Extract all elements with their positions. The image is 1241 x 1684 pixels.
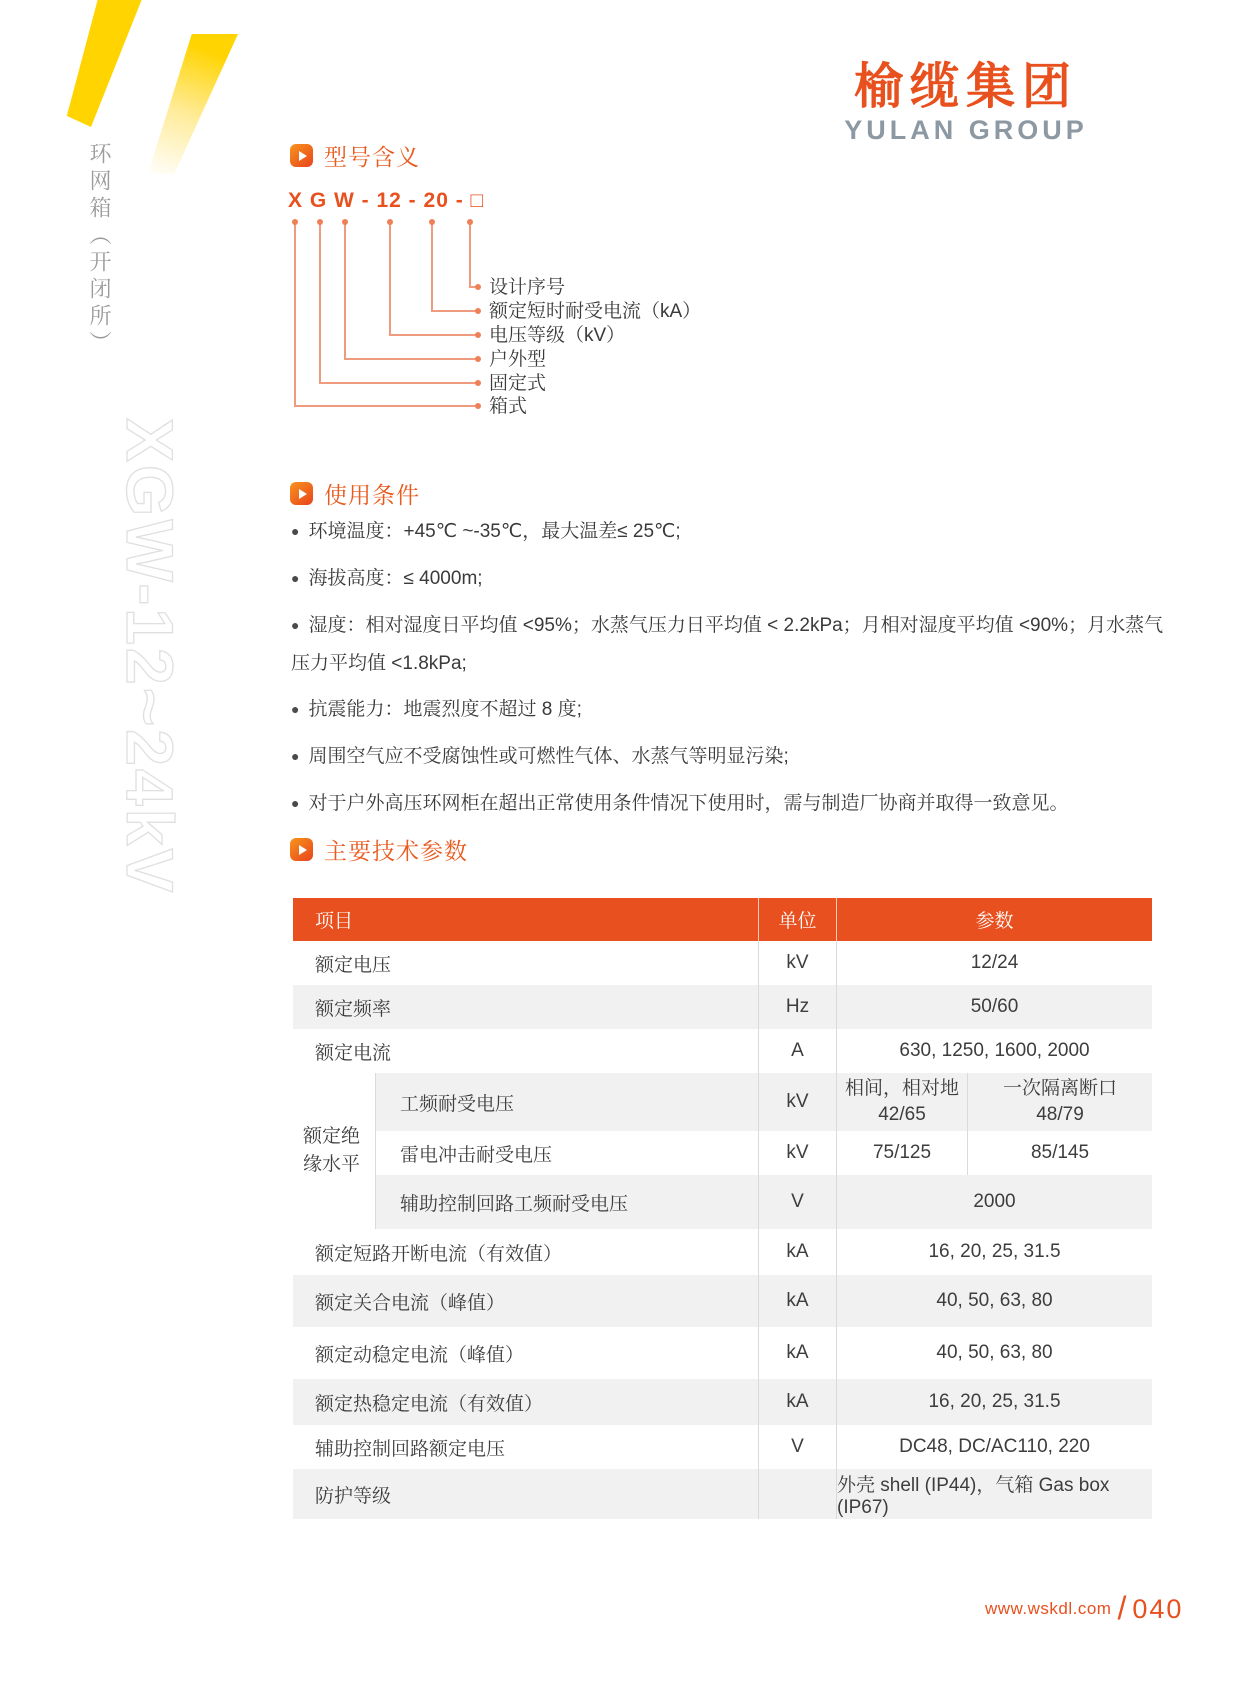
insulation-group (293, 1073, 1152, 1229)
sub-row-lightning-impulse-withstand (375, 1131, 1152, 1175)
legend-dot (475, 380, 481, 386)
table-row-short-circuit-breaking (293, 1229, 1152, 1275)
cell-param: 12/24 (970, 952, 1019, 973)
page-number: 040 (1132, 1594, 1184, 1624)
legend-line (431, 223, 433, 312)
slash-divider: / (1117, 1590, 1127, 1626)
condition-item (291, 560, 1169, 598)
cell-unit: V (758, 1175, 837, 1229)
legend-label-fixed-type: 固定式 (489, 373, 547, 394)
condition-item (291, 691, 1169, 729)
param-value: 42/65 (878, 1104, 926, 1125)
table-row-thermal-stable-current (293, 1379, 1152, 1425)
cell-param: 外壳 shell (IP44)，气箱 Gas box (IP67) (837, 1474, 1110, 1518)
cell-item: 工频耐受电压 (375, 1073, 758, 1131)
legend-dot (317, 219, 323, 225)
cell-param-isolating-break: 85/145 (967, 1131, 1152, 1175)
legend-label-outdoor-type: 户外型 (489, 349, 547, 370)
section-marker-icon (290, 144, 313, 167)
legend-line (389, 223, 391, 336)
legend-dot (475, 332, 481, 338)
legend-dot (475, 284, 481, 290)
group-label-insulation-level: 额定绝缘水平 (303, 1125, 361, 1175)
legend-line (469, 223, 471, 288)
cell-unit: kA (758, 1275, 837, 1327)
header-cell-param: 参数 (975, 911, 1014, 932)
section-marker-icon (290, 482, 313, 505)
legend-dot (387, 219, 393, 225)
cell-param-isolating-break (967, 1073, 1152, 1131)
cell-unit: kA (758, 1379, 837, 1425)
condition-item (291, 785, 1169, 823)
cell-unit: A (758, 1029, 837, 1073)
table-row-dynamic-stable-current (293, 1327, 1152, 1379)
cell-param-phase: 75/125 (872, 1142, 932, 1164)
header-cell-item: 项目 (315, 911, 354, 932)
product-model-watermark: XGW-12~24kV (113, 418, 187, 896)
section-title: 主要技术参数 (324, 838, 468, 864)
cell-item: 额定短路开断电流（有效值） (315, 1243, 563, 1265)
cell-item: 额定关合电流（峰值） (315, 1292, 506, 1314)
legend-line (294, 405, 478, 407)
legend-label-design-serial: 设计序号 (489, 277, 566, 298)
legend-line (431, 310, 478, 312)
table-row-auxiliary-rated-voltage (293, 1425, 1152, 1469)
legend-dot (475, 308, 481, 314)
condition-text: 环境温度：+45℃ ~-35℃，最大温差≤ 25℃; (308, 521, 681, 542)
condition-item (291, 607, 1169, 682)
cell-param: 2000 (973, 1191, 1016, 1212)
cell-item: 辅助控制回路额定电压 (315, 1438, 506, 1460)
condition-item (291, 738, 1169, 776)
legend-line (344, 358, 478, 360)
website-url: www.wskdl.com (985, 1599, 1112, 1618)
cell-param: 630, 1250, 1600, 2000 (899, 1040, 1090, 1061)
bullet-dot: ● (291, 795, 300, 811)
legend-dot (475, 356, 481, 362)
sub-row-power-frequency-withstand (375, 1073, 1152, 1131)
legend-dot (467, 219, 473, 225)
cell-param-phase (837, 1073, 967, 1131)
cell-unit: kV (758, 941, 837, 985)
section-title: 型号含义 (324, 144, 420, 170)
yellow-decor-bar-1 (58, 0, 168, 138)
company-logo (843, 62, 1089, 146)
cell-unit: V (758, 1425, 837, 1469)
cell-item: 雷电冲击耐受电压 (375, 1131, 758, 1175)
cell-unit: kV (758, 1073, 837, 1131)
conditions-list (291, 513, 1169, 832)
logo-chinese: 榆缆集团 (853, 60, 1078, 114)
cell-item: 额定电流 (315, 1042, 392, 1064)
bullet-dot: ● (291, 748, 300, 764)
condition-text: 对于户外高压环网柜在超出正常使用条件情况下使用时，需与制造厂协商并取得一致意见。 (308, 793, 1069, 814)
legend-line (294, 223, 296, 407)
condition-text: 湿度：相对湿度日平均值 <95%；水蒸气压力日平均值 < 2.2kPa；月相对湿度平均值 <90%；月水蒸气压力平均值 <1.8kPa; (291, 615, 1164, 674)
table-row-rated-frequency (293, 985, 1152, 1029)
sub-row-auxiliary-circuit-withstand (375, 1175, 1152, 1229)
table-row-making-current (293, 1275, 1152, 1327)
cell-item: 额定动稳定电流（峰值） (315, 1344, 525, 1366)
bullet-dot: ● (291, 701, 300, 717)
cell-param: DC48, DC/AC110, 220 (899, 1436, 1090, 1457)
bullet-dot: ● (291, 570, 300, 586)
table-row-rated-voltage (293, 941, 1152, 985)
cell-param: 16, 20, 25, 31.5 (928, 1241, 1061, 1262)
param-title: 相间，相对地 (844, 1078, 959, 1100)
cell-item: 额定热稳定电流（有效值） (315, 1393, 544, 1415)
legend-label-withstand-current: 额定短时耐受电流（kA） (489, 301, 702, 322)
section-header-model-meaning (290, 139, 420, 172)
condition-text: 周围空气应不受腐蚀性或可燃性气体、水蒸气等明显污染; (308, 746, 789, 767)
cell-item: 防护等级 (315, 1485, 392, 1507)
cell-item: 辅助控制回路工频耐受电压 (375, 1175, 758, 1229)
header-cell-unit: 单位 (758, 898, 837, 941)
condition-text: 抗震能力：地震烈度不超过 8 度; (308, 699, 582, 720)
yellow-decor-bar-2 (128, 34, 238, 174)
cell-item: 额定频率 (315, 998, 392, 1020)
cell-unit: kA (758, 1327, 837, 1379)
cell-item: 额定电压 (315, 954, 392, 976)
condition-item (291, 513, 1169, 551)
legend-dot (342, 219, 348, 225)
table-row-protection-degree (293, 1469, 1152, 1519)
param-value: 48/79 (1036, 1104, 1084, 1125)
cell-param: 40, 50, 63, 80 (936, 1290, 1053, 1311)
legend-dot (475, 403, 481, 409)
condition-text: 海拔高度：≤ 4000m; (308, 568, 483, 589)
cell-unit: kV (758, 1131, 837, 1175)
legend-dot (292, 219, 298, 225)
section-marker-icon (290, 838, 313, 861)
logo-english: YULAN GROUP (844, 115, 1088, 146)
bullet-dot: ● (291, 617, 300, 633)
bullet-dot: ● (291, 523, 300, 539)
cell-param: 40, 50, 63, 80 (936, 1342, 1053, 1363)
legend-line (389, 334, 478, 336)
legend-line (344, 223, 346, 360)
model-code: X G W - 12 - 20 - □ (288, 189, 485, 212)
legend-label-box-type: 箱式 (489, 396, 528, 417)
cell-unit (758, 1469, 837, 1519)
cell-unit: kA (758, 1229, 837, 1275)
section-header-tech-params (290, 833, 468, 866)
cell-param: 50/60 (970, 996, 1019, 1017)
section-header-usage-conditions (290, 477, 420, 510)
table-header-row (293, 898, 1152, 941)
param-title: 一次隔离断口 (1002, 1078, 1117, 1100)
legend-dot (429, 219, 435, 225)
legend-label-voltage-class: 电压等级（kV） (489, 325, 626, 346)
side-category-label: 环网箱（开闭所） (87, 142, 112, 358)
legend-line (319, 382, 478, 384)
table-row-rated-current (293, 1029, 1152, 1073)
tech-params-table (293, 898, 1152, 1519)
legend-line (319, 223, 321, 384)
page-footer (985, 1592, 1183, 1624)
cell-unit: Hz (758, 985, 837, 1029)
section-title: 使用条件 (324, 482, 420, 508)
cell-param: 16, 20, 25, 31.5 (928, 1391, 1061, 1412)
